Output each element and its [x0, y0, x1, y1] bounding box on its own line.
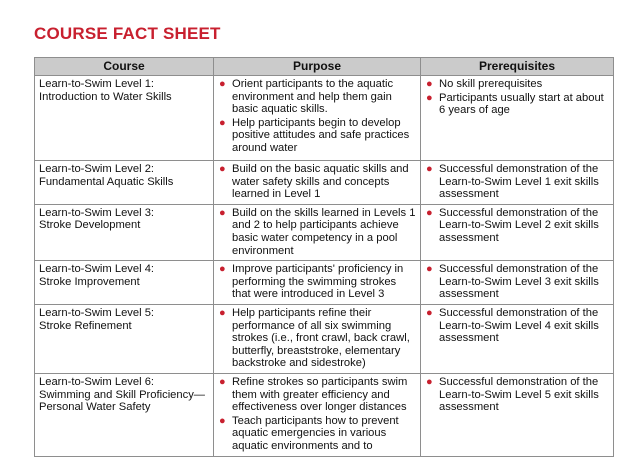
- course-subtitle: Stroke Development: [39, 219, 141, 232]
- course-subtitle: Introduction to Water Skills: [39, 90, 172, 103]
- bullet-icon: ●: [219, 206, 226, 219]
- purpose-cell: [214, 204, 421, 260]
- bullet-icon: ●: [426, 306, 433, 319]
- course-subtitle: Stroke Improvement: [39, 275, 140, 288]
- list-item: [218, 307, 417, 370]
- list-item: [425, 307, 610, 345]
- bullet-icon: ●: [219, 375, 226, 388]
- prereq-text: Successful demonstration of the Learn-to-Swim Level 2 exit skills assessment: [439, 206, 599, 244]
- course-name: Learn-to-Swim Level 6:: [39, 375, 155, 388]
- prerequisites-cell: [421, 373, 614, 456]
- header-prerequisites: Prerequisites: [421, 58, 614, 76]
- purpose-text: Help participants begin to develop positive attitudes and safe practices around water: [232, 116, 410, 154]
- prereq-text: Successful demonstration of the Learn-to-Swim Level 1 exit skills assessment: [439, 163, 599, 201]
- table-row: [35, 161, 614, 205]
- table-row: [35, 261, 614, 305]
- prerequisites-cell: [421, 161, 614, 205]
- prereq-text: Participants usually start at about 6 years of age: [439, 91, 604, 117]
- course-name: Learn-to-Swim Level 3:: [39, 206, 155, 219]
- course-cell: [35, 76, 214, 161]
- list-item: [218, 78, 417, 116]
- page-title: COURSE FACT SHEET: [34, 24, 221, 43]
- course-fact-table: [34, 57, 614, 457]
- table-row: [35, 373, 614, 456]
- list-item: [218, 117, 417, 155]
- prereq-text: Successful demonstration of the Learn-to-Swim Level 4 exit skills assessment: [439, 306, 599, 345]
- purpose-cell: [214, 161, 421, 205]
- purpose-cell: [214, 304, 421, 373]
- prereq-text: Successful demonstration of the Learn-to-Swim Level 5 exit skills assessment: [439, 375, 599, 414]
- bullet-icon: ●: [426, 375, 433, 388]
- prereq-text: No skill prerequisites: [439, 78, 543, 90]
- bullet-icon: ●: [219, 163, 226, 175]
- purpose-text: Refine strokes so participants swim them with greater efficiency and effectiveness over longer distances: [232, 375, 408, 414]
- course-subtitle: Personal Water Safety: [39, 401, 151, 414]
- list-item: [218, 263, 417, 301]
- bullet-icon: ●: [219, 263, 226, 276]
- bullet-icon: ●: [426, 263, 433, 276]
- purpose-text: Help participants refine their performance of all six swimming strokes (i.e., front crawl, back crawl, butterfly, breaststroke, elementary backstroke and sidestroke): [232, 306, 410, 370]
- prerequisites-cell: [421, 304, 614, 373]
- bullet-icon: ●: [219, 414, 226, 427]
- course-name: Learn-to-Swim Level 5:: [39, 306, 155, 319]
- purpose-text: Build on the basic aquatic skills and water safety skills and concepts learned in Level 1: [232, 163, 409, 201]
- prereq-text: Successful demonstration of the Learn-to-Swim Level 3 exit skills assessment: [439, 263, 599, 301]
- bullet-icon: ●: [219, 306, 226, 319]
- header-purpose: Purpose: [214, 58, 421, 76]
- list-item: [218, 207, 417, 257]
- table-header-row: [35, 58, 614, 76]
- table-row: [35, 304, 614, 373]
- list-item: [425, 263, 610, 301]
- list-item: [425, 376, 610, 414]
- purpose-cell: [214, 261, 421, 305]
- course-subtitle: Stroke Refinement: [39, 319, 132, 332]
- list-item: [425, 78, 610, 91]
- list-item: [218, 376, 417, 414]
- prerequisites-cell: [421, 76, 614, 161]
- bullet-icon: ●: [426, 206, 433, 219]
- bullet-icon: ●: [219, 78, 226, 90]
- course-name: Learn-to-Swim Level 2:: [39, 163, 155, 175]
- course-name: Learn-to-Swim Level 4:: [39, 263, 155, 276]
- bullet-icon: ●: [219, 116, 226, 129]
- list-item: [218, 163, 417, 201]
- purpose-cell: [214, 76, 421, 161]
- purpose-text: Improve participants' proficiency in performing the swimming strokes that were introduced in Level 3: [232, 263, 404, 301]
- header-course: Course: [35, 58, 214, 76]
- list-item: [425, 92, 610, 117]
- list-item: [218, 415, 417, 453]
- bullet-icon: ●: [426, 91, 433, 104]
- course-cell: [35, 261, 214, 305]
- purpose-text: Build on the skills learned in Levels 1 and 2 to help participants achieve basic water competency in a pool environment: [232, 206, 416, 257]
- course-subtitle: Fundamental Aquatic Skills: [39, 175, 174, 188]
- purpose-text: Orient participants to the aquatic environment and help them gain basic aquatic skills.: [232, 78, 394, 116]
- prerequisites-cell: [421, 261, 614, 305]
- bullet-icon: ●: [426, 78, 433, 90]
- list-item: [425, 163, 610, 201]
- purpose-cell: [214, 373, 421, 456]
- course-cell: [35, 161, 214, 205]
- purpose-text: Teach participants how to prevent aquatic emergencies in various aquatic environments and to: [232, 414, 399, 452]
- course-subtitle: Swimming and Skill Proficiency—: [39, 388, 205, 401]
- bullet-icon: ●: [426, 163, 433, 175]
- course-cell: [35, 204, 214, 260]
- table-row: [35, 76, 614, 161]
- prerequisites-cell: [421, 204, 614, 260]
- course-name: Learn-to-Swim Level 1:: [39, 78, 155, 90]
- course-cell: [35, 304, 214, 373]
- list-item: [425, 207, 610, 245]
- table-row: [35, 204, 614, 260]
- course-cell: [35, 373, 214, 456]
